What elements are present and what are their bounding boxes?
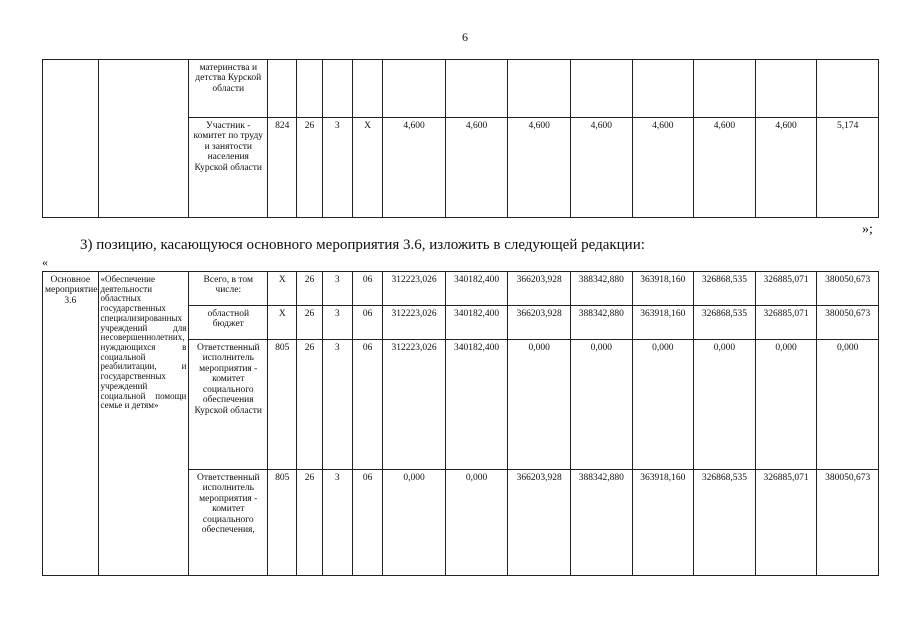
value-cell (632, 60, 694, 118)
value-cell: 06 (352, 470, 382, 576)
value-cell: 0,000 (817, 340, 879, 470)
value-cell: 0,000 (570, 340, 632, 470)
value-cell: 06 (352, 340, 382, 470)
value-cell (445, 60, 508, 118)
value-cell (383, 60, 446, 118)
activity-label: Основное мероприятие 3.6 (43, 272, 99, 576)
value-cell (817, 60, 879, 118)
value-cell: Х (268, 306, 297, 340)
value-cell: 4,600 (632, 118, 694, 218)
value-cell (508, 60, 571, 118)
value-cell: 0,000 (755, 340, 817, 470)
value-cell (570, 60, 632, 118)
value-cell: 06 (352, 272, 382, 306)
value-cell: 26 (297, 272, 322, 306)
value-cell: 380050,673 (817, 306, 879, 340)
value-cell: 0,000 (694, 340, 756, 470)
page-number: 6 (462, 30, 468, 44)
executor-cell: областной бюджет (189, 306, 268, 340)
value-cell: 340182,400 (445, 272, 508, 306)
executor-cell: материнства и детства Курской области (189, 60, 268, 118)
value-cell: 326885,071 (755, 470, 817, 576)
closing-quote: »; (862, 222, 873, 237)
table-row (43, 272, 879, 306)
value-cell: 3 (322, 306, 352, 340)
value-cell: 824 (268, 118, 297, 218)
value-cell: 4,600 (508, 118, 571, 218)
value-cell: 326868,535 (694, 272, 756, 306)
value-cell: Х (268, 272, 297, 306)
value-cell (755, 60, 817, 118)
value-cell: 380050,673 (817, 272, 879, 306)
value-cell: 26 (297, 118, 322, 218)
value-cell (694, 60, 756, 118)
value-cell: 340182,400 (445, 340, 508, 470)
opening-quote: « (42, 255, 48, 269)
activity-description: «Обеспечение деятельности областных государственных специализированных учреждений для несовершеннолетних, нуждающихся в социальной реабилитации, и государственных учреждений социальной помощи семье и детям» (98, 272, 189, 576)
value-cell: 366203,928 (508, 306, 571, 340)
value-cell (352, 60, 382, 118)
value-cell: 380050,673 (817, 470, 879, 576)
value-cell: 363918,160 (632, 306, 694, 340)
value-cell: 0,000 (445, 470, 508, 576)
value-cell: 366203,928 (508, 470, 571, 576)
activity-table (42, 271, 879, 576)
value-cell: 805 (268, 340, 297, 470)
value-cell: 26 (297, 306, 322, 340)
intro-paragraph: 3) позицию, касающуюся основного мероприятия 3.6, изложить в следующей редакции: (80, 237, 645, 253)
value-cell: 326868,535 (694, 306, 756, 340)
value-cell: 06 (352, 306, 382, 340)
value-cell: 4,600 (694, 118, 756, 218)
value-cell: 4,600 (570, 118, 632, 218)
value-cell: 3 (322, 272, 352, 306)
value-cell: 26 (297, 340, 322, 470)
value-cell: 0,000 (632, 340, 694, 470)
value-cell: 0,000 (383, 470, 446, 576)
executor-cell: Ответственный исполнитель мероприятия - комитет социального обеспечения, (189, 470, 268, 576)
continuation-table (42, 59, 879, 218)
value-cell: 312223,026 (383, 340, 446, 470)
value-cell: 5,174 (817, 118, 879, 218)
value-cell: 4,600 (383, 118, 446, 218)
executor-cell: Ответственный исполнитель мероприятия - комитет социального обеспечения Курской области (189, 340, 268, 470)
value-cell (322, 60, 352, 118)
value-cell: 3 (322, 118, 352, 218)
value-cell: 3 (322, 470, 352, 576)
value-cell: 388342,880 (570, 470, 632, 576)
value-cell: 388342,880 (570, 306, 632, 340)
value-cell: 363918,160 (632, 272, 694, 306)
value-cell: 3 (322, 340, 352, 470)
value-cell: 312223,026 (383, 272, 446, 306)
value-cell (268, 60, 297, 118)
value-cell: 26 (297, 470, 322, 576)
value-cell: Х (352, 118, 382, 218)
executor-cell: Всего, в том числе: (189, 272, 268, 306)
value-cell: 312223,026 (383, 306, 446, 340)
executor-cell: Участник - комитет по труду и занятости населения Курской области (189, 118, 268, 218)
value-cell: 0,000 (508, 340, 571, 470)
value-cell: 326885,071 (755, 272, 817, 306)
value-cell: 340182,400 (445, 306, 508, 340)
empty-cell (43, 60, 99, 218)
value-cell: 805 (268, 470, 297, 576)
value-cell: 4,600 (755, 118, 817, 218)
value-cell (297, 60, 322, 118)
value-cell: 4,600 (445, 118, 508, 218)
empty-cell (98, 60, 189, 218)
value-cell: 326868,535 (694, 470, 756, 576)
table-row (43, 60, 879, 118)
value-cell: 326885,071 (755, 306, 817, 340)
value-cell: 366203,928 (508, 272, 571, 306)
value-cell: 388342,880 (570, 272, 632, 306)
value-cell: 363918,160 (632, 470, 694, 576)
